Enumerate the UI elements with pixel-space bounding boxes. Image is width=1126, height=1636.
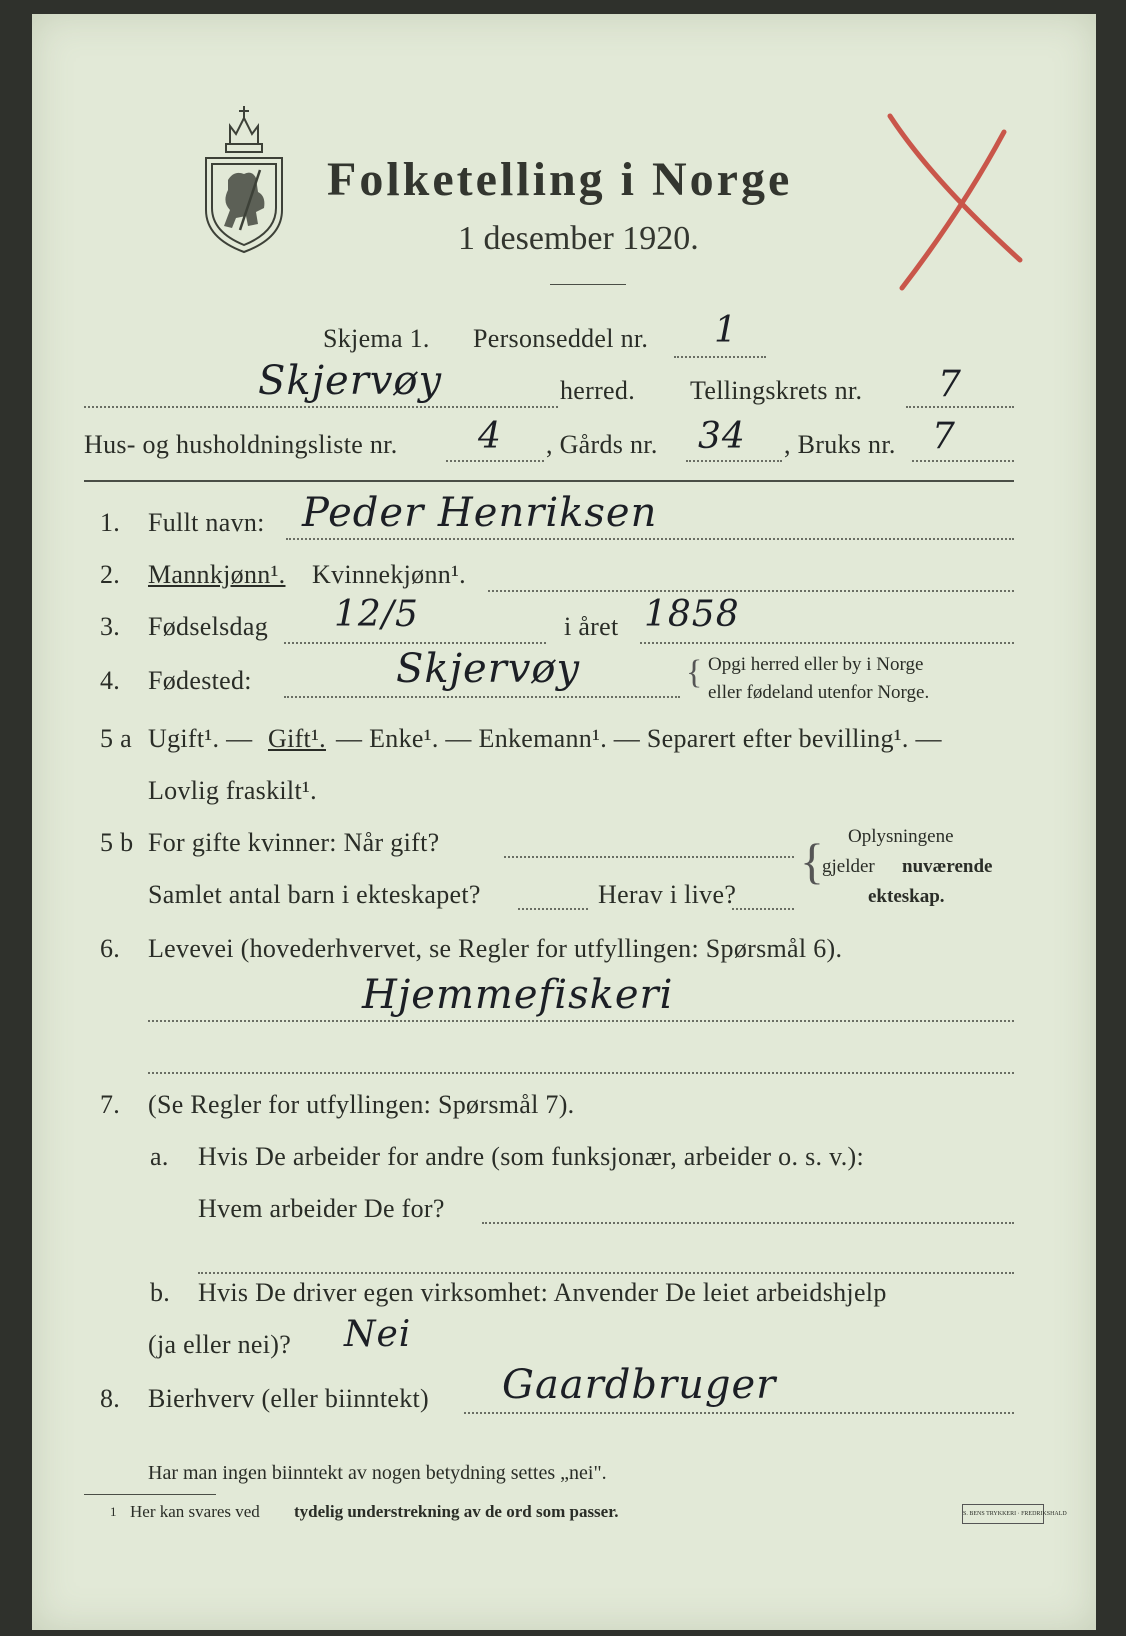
census-form xyxy=(32,14,1096,1630)
q7-label: (Se Regler for utfyllingen: Spørsmål 7). xyxy=(148,1090,575,1119)
title-divider xyxy=(550,284,626,285)
footnote-text-b: tydelig understrekning av de ord som passer. xyxy=(294,1502,619,1521)
birthplace-value[interactable]: Skjervøy xyxy=(396,646,581,692)
q7a-label: Hvis De arbeider for andre (som funksjonær, arbeider o. s. v.): xyxy=(198,1142,864,1171)
q1-label: Fullt navn: xyxy=(148,508,265,537)
q5b-note-line1: Oplysningene xyxy=(848,826,954,847)
personseddel-label: Personseddel nr. xyxy=(473,324,649,353)
marital-status-options[interactable]: — Enke¹. — Enkemann¹. — Separert efter bevilling¹. — xyxy=(336,724,942,753)
printer-stamp: S. BENS TRYKKERI · FREDRIKSHALD xyxy=(962,1504,1044,1524)
tellingskrets-label: Tellingskrets nr. xyxy=(690,376,863,405)
q5b-brace: { xyxy=(800,833,824,889)
q7b-letter: b. xyxy=(150,1278,171,1307)
birth-year-value[interactable]: 1858 xyxy=(644,594,740,635)
q7a-letter: a. xyxy=(150,1142,169,1171)
q2-number: 2. xyxy=(100,560,121,589)
hired-help-value[interactable]: Nei xyxy=(344,1314,412,1355)
married-option[interactable]: Gift¹. xyxy=(268,724,326,753)
q4-label: Fødested: xyxy=(148,666,252,695)
q6-label: Levevei (hovederhvervet, se Regler for utfyllingen: Spørsmål 6). xyxy=(148,934,843,963)
form-title: Folketelling i Norge xyxy=(327,153,793,206)
personseddel-value[interactable]: 1 xyxy=(714,310,738,351)
unmarried-option[interactable]: Ugift¹. — xyxy=(148,724,253,753)
header-divider xyxy=(84,480,1014,482)
full-name-value[interactable]: Peder Henriksen xyxy=(302,490,658,536)
q7-number: 7. xyxy=(100,1090,121,1119)
q5b-note-line3: ekteskap. xyxy=(868,886,945,907)
q4-note-line2: eller fødeland utenfor Norge. xyxy=(708,682,930,703)
q8-label: Bierhverv (eller biinntekt) xyxy=(148,1384,429,1413)
female-option[interactable]: Kvinnekjønn¹. xyxy=(312,560,466,589)
employer-label: Hvem arbeider De for? xyxy=(198,1194,445,1223)
skjema-label: Skjema 1. xyxy=(323,324,430,353)
q5b-label: For gifte kvinner: Når gift? xyxy=(148,828,440,857)
living-children-label: Herav i live? xyxy=(598,880,737,909)
norway-coat-of-arms-icon xyxy=(200,100,288,258)
bruks-label: , Bruks nr. xyxy=(784,430,896,459)
q3-label: Fødselsdag xyxy=(148,612,268,641)
q5b-number: 5 b xyxy=(100,828,134,857)
q4-number: 4. xyxy=(100,666,121,695)
gards-label: , Gårds nr. xyxy=(546,430,658,459)
herred-value[interactable]: Skjervøy xyxy=(258,358,443,404)
birthdate-value[interactable]: 12/5 xyxy=(334,594,419,635)
occupation-value[interactable]: Hjemmefiskeri xyxy=(362,972,674,1018)
hus-label: Hus- og husholdningsliste nr. xyxy=(84,430,398,459)
gards-value[interactable]: 34 xyxy=(698,416,746,457)
q6-number: 6. xyxy=(100,934,121,963)
q5a-number: 5 a xyxy=(100,724,132,753)
tellingskrets-value[interactable]: 7 xyxy=(938,364,962,405)
hired-help-label: (ja eller nei)? xyxy=(148,1330,292,1359)
male-option[interactable]: Mannkjønn¹. xyxy=(148,560,286,589)
footnote-mark: 1 xyxy=(110,1504,117,1519)
q7b-label: Hvis De driver egen virksomhet: Anvender De leiet arbeidshjelp xyxy=(198,1278,887,1307)
q4-note-line1: Opgi herred eller by i Norge xyxy=(708,654,924,675)
form-date: 1 desember 1920. xyxy=(458,220,699,257)
secondary-occupation-value[interactable]: Gaardbruger xyxy=(502,1362,777,1408)
divorced-option[interactable]: Lovlig fraskilt¹. xyxy=(148,776,317,805)
q3-number: 3. xyxy=(100,612,121,641)
q5b-note-line2b: nuværende xyxy=(902,856,993,877)
q1-number: 1. xyxy=(100,508,121,537)
q5b-note-line2a: gjelder xyxy=(822,856,875,877)
red-x-mark xyxy=(872,110,1032,310)
footnote-text-a: Her kan svares ved xyxy=(130,1502,260,1521)
herred-label: herred. xyxy=(560,376,635,405)
q3-year-label: i året xyxy=(564,612,619,641)
q8-number: 8. xyxy=(100,1384,121,1413)
hus-value[interactable]: 4 xyxy=(478,416,502,457)
q4-brace: { xyxy=(686,654,703,691)
footer-note: Har man ingen biinntekt av nogen betydning settes „nei". xyxy=(148,1462,607,1484)
children-label: Samlet antal barn i ekteskapet? xyxy=(148,880,481,909)
bruks-value[interactable]: 7 xyxy=(932,416,956,457)
